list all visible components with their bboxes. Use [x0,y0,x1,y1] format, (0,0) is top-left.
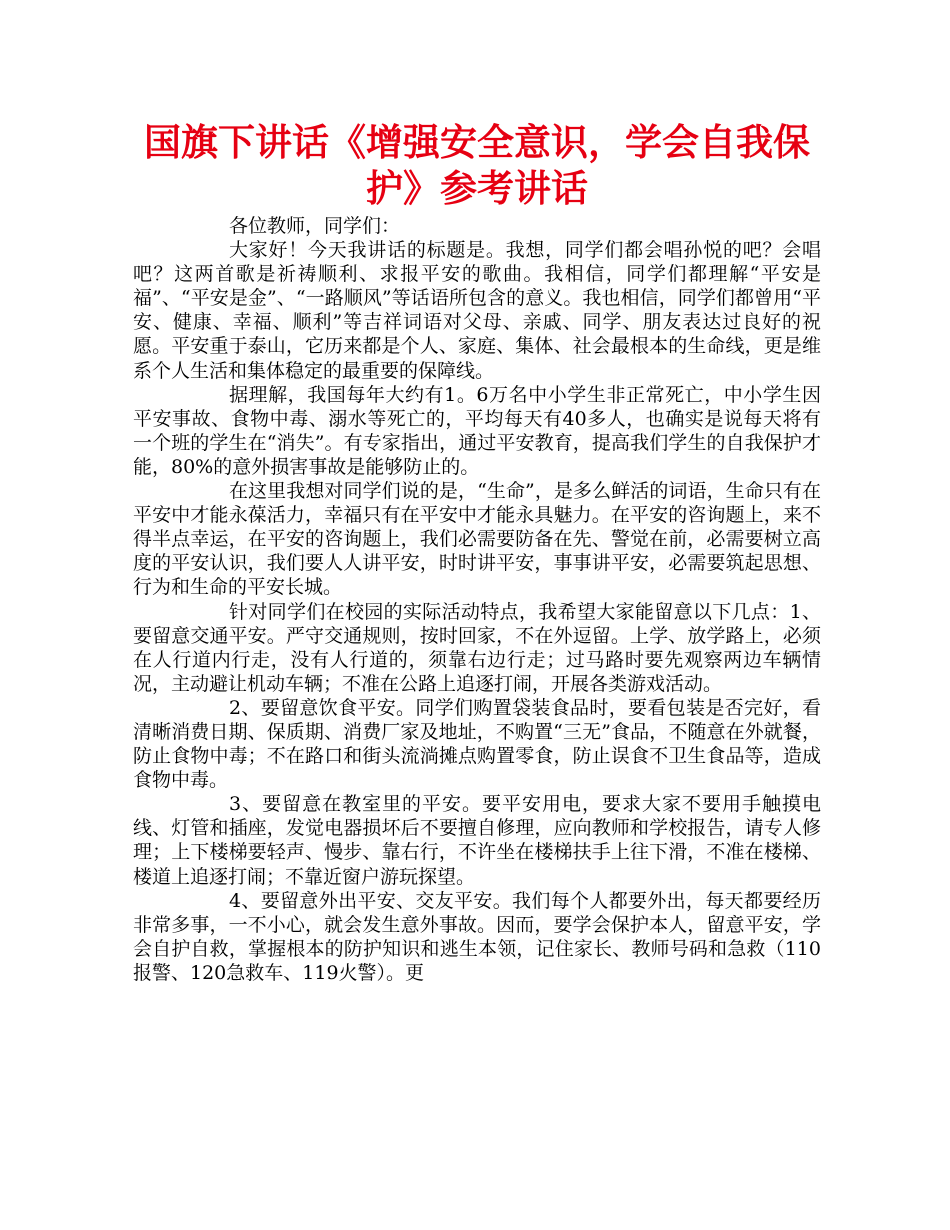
paragraph-greeting: 大家好！今天我讲话的标题是。我想，同学们都会唱孙悦的吧？会唱吧？这两首歌是祈祷顺利、求报平安的歌曲。我相信，同学们都理解“平安是福”、“平安是金”、“一路顺风”等话语所包含的意义。我也相信，同学们都曾用“平安、健康、幸福、顺利”等吉祥词语对父母、亲戚、同学、朋友表达过良好的祝愿。平安重于泰山，它历来都是个人、家庭、集体、社会最根本的生命线，更是维系个人生活和集体稳定的最重要的保障线。 [133,239,821,382]
paragraph-traffic-safety: 针对同学们在校园的实际活动特点，我希望大家能留意以下几点：1、要留意交通平安。严守交通规则，按时回家，不在外逗留。上学、放学路上，必须在人行道内行走，没有人行道的，须靠右边行走；过马路时要先观察两边车辆情况，主动避让机动车辆；不准在公路上追逐打闹，开展各类游戏活动。 [133,600,821,695]
salutation: 各位教师，同学们： [229,215,401,237]
document-body [133,214,821,985]
paragraph-life: 在这里我想对同学们说的是，“生命”，是多么鲜活的词语，生命只有在平安中才能永葆活力，幸福只有在平安中才能永具魅力。在平安的咨询题上，来不得半点幸运，在平安的咨询题上，我们必需要防备在先、警觉在前，必需要树立高度的平安认识，我们要人人讲平安，时时讲平安，事事讲平安，必需要筑起思想、行为和生命的平安长城。 [133,480,821,599]
document-title: 国旗下讲话《增强安全意识，学会自我保护》参考讲话 [144,121,810,210]
paragraph-outing-safety: 4、要留意外出平安、交友平安。我们每个人都要外出，每天都要经历非常多事，一不小心，就会发生意外事故。因而，要学会保护本人，留意平安，学会自护自救，掌握根本的防护知识和逃生本领，记住家长、教师号码和急救（110报警、120急救车、119火警）。更 [133,889,821,984]
paragraph-classroom-safety: 3、要留意在教室里的平安。要平安用电，要求大家不要用手触摸电线、灯管和插座，发觉电器损坏后不要擅自修理，应向教师和学校报告，请专人修理；上下楼梯要轻声、慢步、靠右行，不许坐在楼梯扶手上往下滑，不准在楼梯、楼道上追逐打闹；不靠近窗户游玩探望。 [133,793,821,888]
paragraph-food-safety: 2、要留意饮食平安。同学们购置袋装食品时，要看包装是否完好，看清晰消费日期、保质期、消费厂家及地址，不购置“三无”食品，不随意在外就餐，防止食物中毒；不在路口和街头流淌摊点购置零食，防止误食不卫生食品等，造成食物中毒。 [133,696,821,792]
paragraph-statistics: 据理解，我国每年大约有1。6万名中小学生非正常死亡，中小学生因平安事故、食物中毒、溺水等死亡的，平均每天有40多人，也确实是说每天将有一个班的学生在“消失”。有专家指出，通过平安教育，提高我们学生的自我保护才能，80%的意外损害事故是能够防止的。 [133,383,821,478]
document-page [133,120,821,985]
